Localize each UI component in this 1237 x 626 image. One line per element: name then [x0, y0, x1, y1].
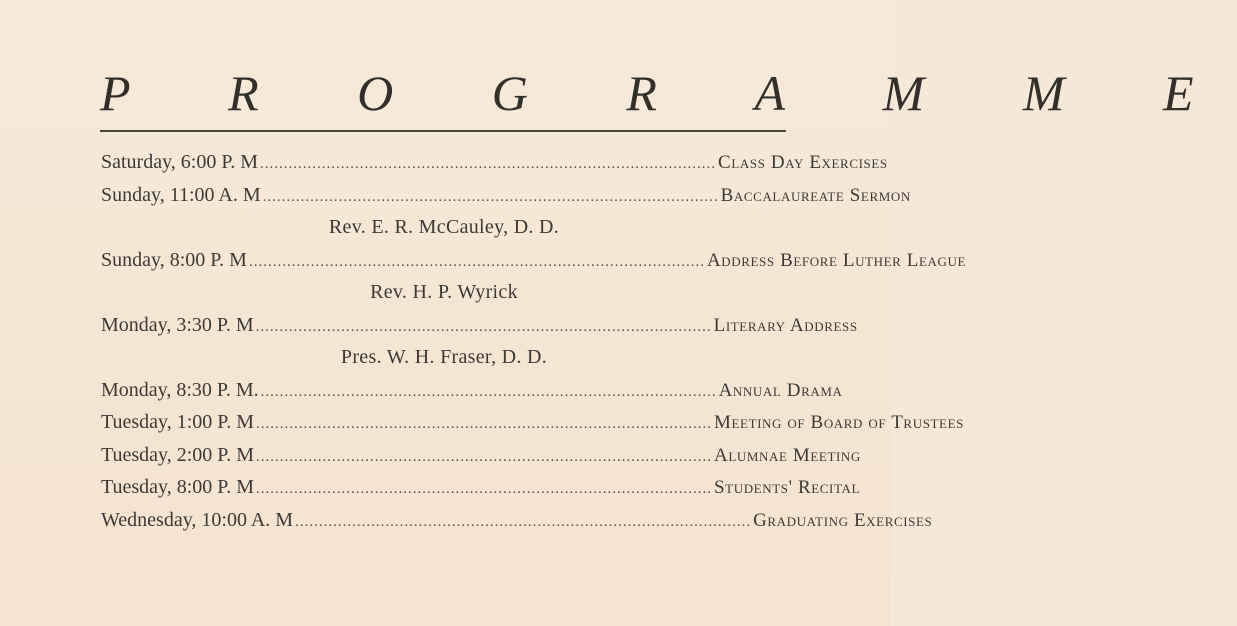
entry-speaker-row [101, 276, 787, 309]
title-divider [100, 130, 786, 132]
entry-time: Tuesday, 8:00 P. M [101, 476, 254, 498]
dot-leader: ................................................................................................ [256, 448, 712, 465]
entry-time: Saturday, 6:00 P. M [101, 151, 259, 173]
dot-leader: ................................................................................................ [260, 156, 717, 172]
entry-event: Class Day Exercises [718, 152, 888, 173]
dot-leader: ................................................................................................ [262, 188, 719, 205]
entry-event: Address Before Luther League [706, 249, 967, 271]
entry-event: Meeting of Board of Trustees [714, 412, 964, 433]
entry-time: Sunday, 11:00 A. M [101, 183, 261, 206]
dot-leader: ................................................................................................ [295, 513, 752, 530]
programme-entry [101, 374, 843, 407]
entry-time: Sunday, 8:00 P. M [101, 248, 247, 271]
programme-entry [101, 179, 911, 212]
dot-leader: ................................................................................................ [260, 383, 717, 400]
programme-entry [101, 244, 967, 277]
dot-leader: ................................................................................................ [255, 318, 712, 335]
programme-entry [101, 504, 933, 537]
entry-speaker-row [101, 341, 787, 374]
entry-speaker: Rev. E. R. McCauley, D. D. [328, 216, 560, 238]
entry-time: Wednesday, 10:00 A. M [101, 508, 294, 531]
entry-event: Annual Drama [718, 379, 843, 401]
dot-leader: ................................................................................................ [248, 253, 705, 270]
entry-speaker: Rev. H. P. Wyrick [370, 281, 518, 303]
entry-time: Monday, 3:30 P. M [101, 313, 254, 336]
programme-entry [101, 471, 861, 504]
programme-entry [101, 146, 888, 179]
dot-leader: ................................................................................................ [256, 416, 712, 432]
entry-speaker-row [101, 211, 787, 244]
programme-list [101, 146, 967, 536]
programme-entry [101, 309, 858, 342]
programme-title: P R O G R A M M E [100, 65, 1237, 121]
entry-time: Tuesday, 1:00 P. M [101, 411, 254, 433]
entry-time: Monday, 8:30 P. M. [101, 378, 259, 401]
entry-event: Alumnae Meeting [714, 444, 861, 466]
entry-time: Tuesday, 2:00 P. M [101, 443, 254, 466]
entry-event: Literary Address [713, 314, 858, 336]
entry-event: Baccalaureate Sermon [720, 184, 911, 206]
programme-entry [101, 406, 964, 439]
programme-entry [101, 439, 861, 472]
dot-leader: ................................................................................................ [256, 481, 712, 497]
entry-event: Students' Recital [714, 477, 861, 498]
entry-event: Graduating Exercises [753, 509, 933, 531]
entry-speaker: Pres. W. H. Fraser, D. D. [340, 346, 548, 368]
